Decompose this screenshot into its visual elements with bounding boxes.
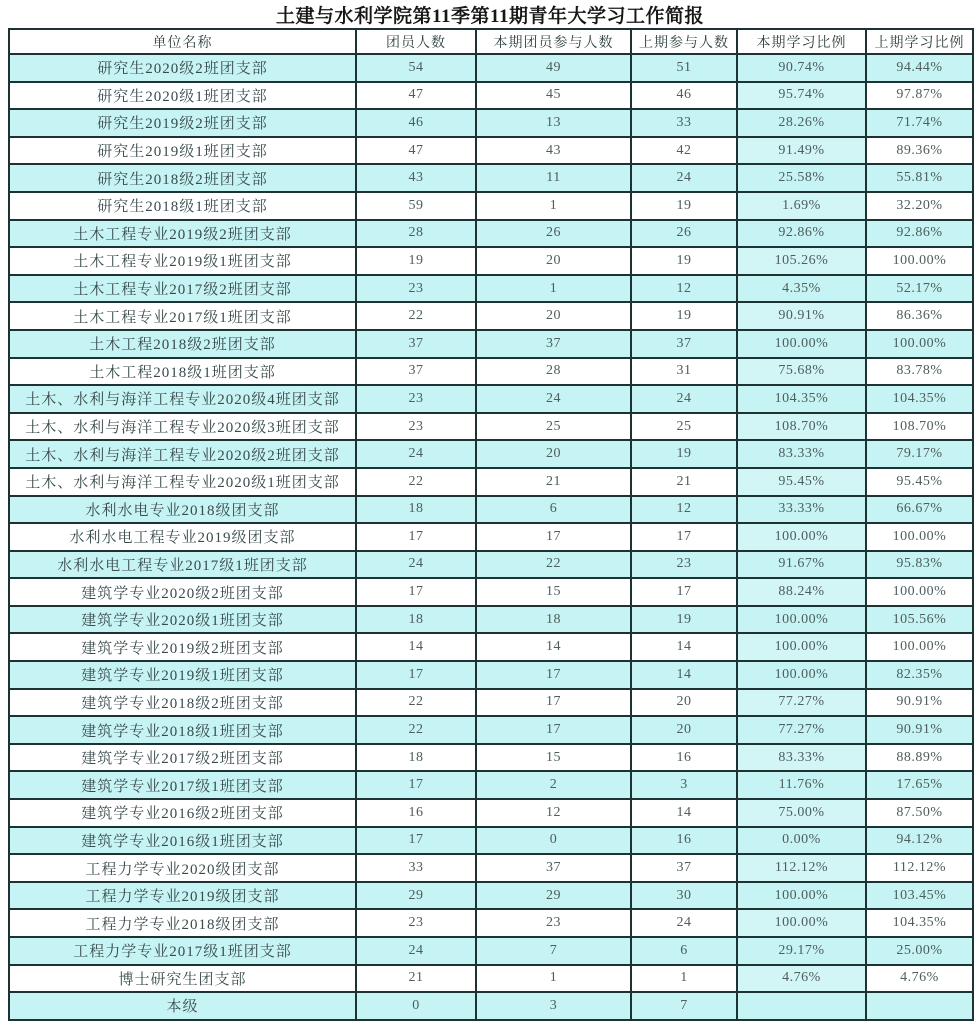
unit-name-cell: 建筑学专业2016级1班团支部 [9,827,356,855]
value-cell: 29 [476,882,631,910]
value-cell: 20 [631,716,737,744]
value-cell: 43 [356,164,476,192]
value-cell: 18 [356,744,476,772]
table-row [9,578,973,606]
table-row [9,827,973,855]
value-cell: 89.36% [866,137,973,165]
unit-name-cell: 建筑学专业2020级2班团支部 [9,578,356,606]
value-cell: 17 [476,716,631,744]
value-cell: 105.56% [866,606,973,634]
unit-name-cell: 土木工程2018级1班团支部 [9,358,356,386]
value-cell: 112.12% [737,854,866,882]
value-cell [866,992,973,1020]
header-current-participants: 本期团员参与人数 [476,29,631,54]
value-cell: 4.35% [737,275,866,303]
value-cell: 33 [631,109,737,137]
value-cell: 4.76% [737,965,866,993]
value-cell: 13 [476,109,631,137]
value-cell: 92.86% [737,220,866,248]
value-cell: 97.87% [866,82,973,110]
value-cell: 3 [631,771,737,799]
value-cell: 108.70% [737,413,866,441]
value-cell: 46 [631,82,737,110]
value-cell: 22 [476,551,631,579]
unit-name-cell: 土木、水利与海洋工程专业2020级4班团支部 [9,385,356,413]
unit-name-cell: 研究生2019级1班团支部 [9,137,356,165]
unit-name-cell: 土木工程专业2017级1班团支部 [9,302,356,330]
value-cell: 29.17% [737,937,866,965]
table-row [9,965,973,993]
value-cell: 12 [631,275,737,303]
value-cell: 18 [356,496,476,524]
value-cell: 24 [476,385,631,413]
unit-name-cell: 工程力学专业2020级团支部 [9,854,356,882]
unit-name-cell: 建筑学专业2018级1班团支部 [9,716,356,744]
value-cell: 54 [356,54,476,82]
value-cell: 24 [631,909,737,937]
value-cell: 14 [631,661,737,689]
value-cell: 100.00% [866,247,973,275]
value-cell: 6 [631,937,737,965]
value-cell: 19 [356,247,476,275]
unit-name-cell: 建筑学专业2019级1班团支部 [9,661,356,689]
value-cell: 108.70% [866,413,973,441]
value-cell: 55.81% [866,164,973,192]
value-cell: 100.00% [737,633,866,661]
value-cell: 16 [631,827,737,855]
table-row [9,440,973,468]
unit-name-cell: 工程力学专业2018级团支部 [9,909,356,937]
value-cell: 100.00% [737,330,866,358]
table-row [9,109,973,137]
value-cell: 49 [476,54,631,82]
value-cell: 19 [631,302,737,330]
table-row [9,220,973,248]
table-row [9,882,973,910]
unit-name-cell: 建筑学专业2020级1班团支部 [9,606,356,634]
table-row [9,744,973,772]
value-cell: 1 [476,965,631,993]
table-row [9,799,973,827]
value-cell: 19 [631,192,737,220]
value-cell: 14 [631,633,737,661]
value-cell: 14 [356,633,476,661]
table-row [9,689,973,717]
value-cell: 7 [476,937,631,965]
unit-name-cell: 水利水电专业2018级团支部 [9,496,356,524]
value-cell: 22 [356,468,476,496]
value-cell: 33 [356,854,476,882]
header-previous-participants: 上期参与人数 [631,29,737,54]
value-cell: 17 [476,523,631,551]
value-cell: 100.00% [737,661,866,689]
value-cell: 17 [631,578,737,606]
value-cell: 45 [476,82,631,110]
table-row [9,164,973,192]
value-cell: 1 [631,965,737,993]
value-cell: 90.91% [866,689,973,717]
value-cell: 15 [476,744,631,772]
table-row [9,275,973,303]
value-cell: 28 [356,220,476,248]
unit-name-cell: 土木工程2018级2班团支部 [9,330,356,358]
value-cell: 51 [631,54,737,82]
value-cell: 12 [476,799,631,827]
value-cell: 30 [631,882,737,910]
value-cell: 100.00% [866,523,973,551]
value-cell: 100.00% [737,606,866,634]
value-cell: 15 [476,578,631,606]
value-cell: 23 [631,551,737,579]
value-cell: 103.45% [866,882,973,910]
value-cell: 17 [356,523,476,551]
table-row [9,496,973,524]
table-row [9,992,973,1020]
value-cell [737,992,866,1020]
value-cell: 71.74% [866,109,973,137]
value-cell: 87.50% [866,799,973,827]
table-row [9,192,973,220]
value-cell: 23 [356,909,476,937]
table-body [9,54,973,1020]
value-cell: 37 [356,330,476,358]
value-cell: 112.12% [866,854,973,882]
header-row [9,29,973,54]
value-cell: 17 [356,661,476,689]
value-cell: 90.74% [737,54,866,82]
value-cell: 14 [631,799,737,827]
value-cell: 90.91% [866,716,973,744]
value-cell: 94.12% [866,827,973,855]
value-cell: 19 [631,606,737,634]
unit-name-cell: 水利水电工程专业2017级1班团支部 [9,551,356,579]
value-cell: 46 [356,109,476,137]
unit-name-cell: 博士研究生团支部 [9,965,356,993]
table-row [9,937,973,965]
value-cell: 17 [631,523,737,551]
value-cell: 6 [476,496,631,524]
page-title: 土建与水利学院第11季第11期青年大学习工作简报 [276,6,704,27]
value-cell: 82.35% [866,661,973,689]
value-cell: 37 [476,854,631,882]
value-cell: 83.78% [866,358,973,386]
unit-name-cell: 研究生2018级1班团支部 [9,192,356,220]
table-row [9,137,973,165]
value-cell: 22 [356,302,476,330]
table-row [9,358,973,386]
value-cell: 17 [476,661,631,689]
table-row [9,82,973,110]
value-cell: 52.17% [866,275,973,303]
value-cell: 29 [356,882,476,910]
value-cell: 24 [356,937,476,965]
value-cell: 18 [476,606,631,634]
table-row [9,523,973,551]
unit-name-cell: 工程力学专业2017级1班团支部 [9,937,356,965]
unit-name-cell: 土木、水利与海洋工程专业2020级1班团支部 [9,468,356,496]
header-member-count: 团员人数 [356,29,476,54]
value-cell: 0 [356,992,476,1020]
table-row [9,909,973,937]
value-cell: 100.00% [737,909,866,937]
value-cell: 47 [356,137,476,165]
value-cell: 11.76% [737,771,866,799]
value-cell: 28.26% [737,109,866,137]
table-row [9,302,973,330]
table-row [9,330,973,358]
table-row [9,468,973,496]
value-cell: 100.00% [866,578,973,606]
value-cell: 43 [476,137,631,165]
value-cell: 16 [631,744,737,772]
header-unit-name: 单位名称 [9,29,356,54]
value-cell: 90.91% [737,302,866,330]
value-cell: 1.69% [737,192,866,220]
value-cell: 91.67% [737,551,866,579]
value-cell: 28 [476,358,631,386]
value-cell: 92.86% [866,220,973,248]
table-row [9,551,973,579]
unit-name-cell: 建筑学专业2018级2班团支部 [9,689,356,717]
table-row [9,54,973,82]
unit-name-cell: 土木工程专业2019级2班团支部 [9,220,356,248]
value-cell: 37 [631,854,737,882]
unit-name-cell: 水利水电工程专业2019级团支部 [9,523,356,551]
unit-name-cell: 土木、水利与海洋工程专业2020级2班团支部 [9,440,356,468]
table-row [9,854,973,882]
table-row [9,661,973,689]
unit-name-cell: 研究生2020级2班团支部 [9,54,356,82]
value-cell: 23 [476,909,631,937]
value-cell: 16 [356,799,476,827]
value-cell: 1 [476,275,631,303]
value-cell: 4.76% [866,965,973,993]
unit-name-cell: 建筑学专业2019级2班团支部 [9,633,356,661]
value-cell: 105.26% [737,247,866,275]
value-cell: 37 [631,330,737,358]
unit-name-cell: 研究生2020级1班团支部 [9,82,356,110]
table-row [9,716,973,744]
value-cell: 104.35% [866,909,973,937]
value-cell: 25 [631,413,737,441]
unit-name-cell: 研究生2018级2班团支部 [9,164,356,192]
value-cell: 104.35% [866,385,973,413]
table-row [9,606,973,634]
value-cell: 83.33% [737,440,866,468]
value-cell: 88.89% [866,744,973,772]
value-cell: 100.00% [737,523,866,551]
value-cell: 37 [356,358,476,386]
value-cell: 47 [356,82,476,110]
value-cell: 77.27% [737,689,866,717]
value-cell: 20 [476,302,631,330]
value-cell: 42 [631,137,737,165]
value-cell: 31 [631,358,737,386]
value-cell: 24 [356,551,476,579]
value-cell: 75.68% [737,358,866,386]
unit-name-cell: 本级 [9,992,356,1020]
table-row [9,385,973,413]
unit-name-cell: 研究生2019级2班团支部 [9,109,356,137]
unit-name-cell: 建筑学专业2016级2班团支部 [9,799,356,827]
value-cell: 95.45% [737,468,866,496]
unit-name-cell: 土木工程专业2017级2班团支部 [9,275,356,303]
value-cell: 25.58% [737,164,866,192]
value-cell: 12 [631,496,737,524]
unit-name-cell: 建筑学专业2017级2班团支部 [9,744,356,772]
value-cell: 88.24% [737,578,866,606]
value-cell: 33.33% [737,496,866,524]
value-cell: 19 [631,440,737,468]
value-cell: 21 [631,468,737,496]
value-cell: 24 [356,440,476,468]
value-cell: 37 [476,330,631,358]
value-cell: 59 [356,192,476,220]
value-cell: 23 [356,385,476,413]
report-table [8,28,974,1021]
unit-name-cell: 土木、水利与海洋工程专业2020级3班团支部 [9,413,356,441]
value-cell: 21 [356,965,476,993]
value-cell: 0 [476,827,631,855]
value-cell: 3 [476,992,631,1020]
value-cell: 25 [476,413,631,441]
value-cell: 7 [631,992,737,1020]
value-cell: 23 [356,275,476,303]
value-cell: 66.67% [866,496,973,524]
value-cell: 75.00% [737,799,866,827]
value-cell: 94.44% [866,54,973,82]
value-cell: 1 [476,192,631,220]
value-cell: 2 [476,771,631,799]
value-cell: 95.83% [866,551,973,579]
value-cell: 19 [631,247,737,275]
value-cell: 24 [631,385,737,413]
value-cell: 0.00% [737,827,866,855]
value-cell: 26 [476,220,631,248]
value-cell: 18 [356,606,476,634]
value-cell: 95.74% [737,82,866,110]
value-cell: 104.35% [737,385,866,413]
value-cell: 100.00% [866,633,973,661]
value-cell: 25.00% [866,937,973,965]
header-current-ratio: 本期学习比例 [737,29,866,54]
unit-name-cell: 工程力学专业2019级团支部 [9,882,356,910]
value-cell: 100.00% [737,882,866,910]
value-cell: 11 [476,164,631,192]
unit-name-cell: 建筑学专业2017级1班团支部 [9,771,356,799]
value-cell: 20 [476,440,631,468]
value-cell: 32.20% [866,192,973,220]
value-cell: 91.49% [737,137,866,165]
value-cell: 22 [356,716,476,744]
value-cell: 79.17% [866,440,973,468]
value-cell: 17 [476,689,631,717]
value-cell: 83.33% [737,744,866,772]
value-cell: 14 [476,633,631,661]
value-cell: 86.36% [866,302,973,330]
value-cell: 26 [631,220,737,248]
table-row [9,633,973,661]
value-cell: 20 [631,689,737,717]
value-cell: 24 [631,164,737,192]
value-cell: 95.45% [866,468,973,496]
table-row [9,247,973,275]
table-row [9,771,973,799]
unit-name-cell: 土木工程专业2019级1班团支部 [9,247,356,275]
header-previous-ratio: 上期学习比例 [866,29,973,54]
value-cell: 17.65% [866,771,973,799]
value-cell: 17 [356,771,476,799]
value-cell: 20 [476,247,631,275]
value-cell: 77.27% [737,716,866,744]
value-cell: 21 [476,468,631,496]
value-cell: 17 [356,827,476,855]
value-cell: 23 [356,413,476,441]
value-cell: 17 [356,578,476,606]
value-cell: 22 [356,689,476,717]
value-cell: 100.00% [866,330,973,358]
table-row [9,413,973,441]
